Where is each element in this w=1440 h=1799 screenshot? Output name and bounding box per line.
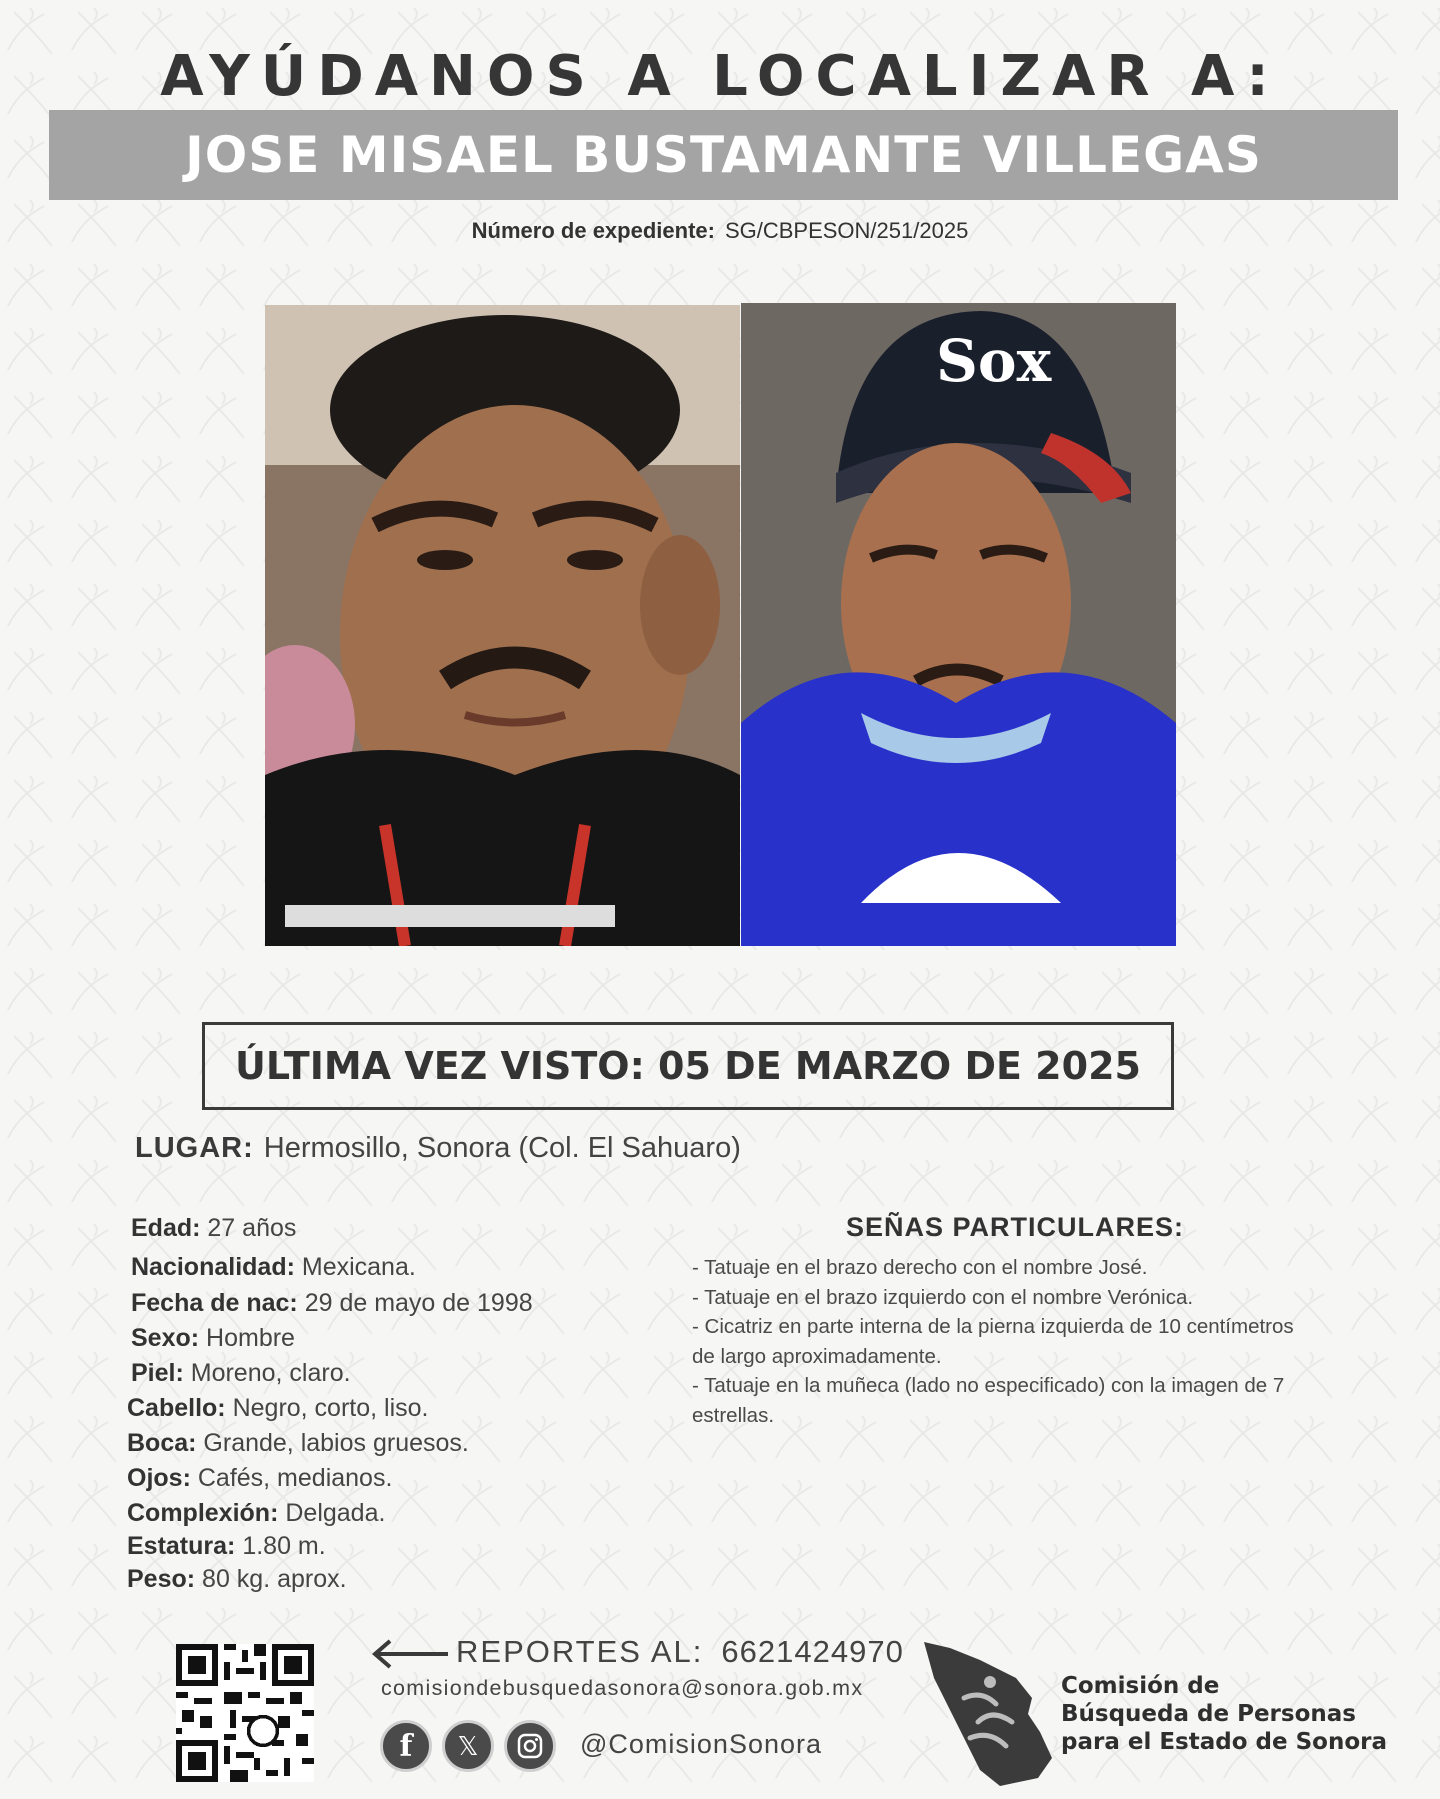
headline: AYÚDANOS A LOCALIZAR A: — [160, 44, 1280, 109]
social-handle[interactable]: @ComisionSonora — [580, 1729, 823, 1759]
instagram-icon[interactable] — [504, 1720, 556, 1772]
org-line: Comisión de — [1061, 1673, 1220, 1699]
senas-list — [692, 1253, 1392, 1430]
detail-row-cabello — [127, 1393, 691, 1423]
detail-label: Cabello: — [127, 1394, 226, 1422]
detail-row-sexo — [131, 1323, 691, 1353]
facebook-icon[interactable]: f — [380, 1720, 432, 1772]
detail-label: Peso: — [127, 1565, 196, 1593]
detail-row-fecha — [131, 1288, 691, 1318]
org-line: Búsqueda de Personas — [1061, 1701, 1356, 1727]
detail-row-nacionalidad — [131, 1252, 691, 1282]
person-photo-2 — [741, 303, 1176, 946]
detail-value: Negro, corto, liso. — [232, 1394, 429, 1422]
lugar-value: Hermosillo, Sonora (Col. El Sahuaro) — [263, 1132, 741, 1164]
senas-title: SEÑAS PARTICULARES: — [846, 1212, 1185, 1242]
org-line: para el Estado de Sonora — [1061, 1729, 1388, 1755]
senas-line: estrellas. — [692, 1403, 775, 1427]
missing-person-name: JOSE MISAEL BUSTAMANTE VILLEGAS — [185, 126, 1262, 184]
detail-label: Piel: — [131, 1359, 184, 1387]
sonora-state-logo-icon — [920, 1638, 1070, 1788]
detail-label: Estatura: — [127, 1532, 236, 1560]
detail-value: Moreno, claro. — [190, 1359, 351, 1387]
detail-value: Grande, labios gruesos. — [203, 1429, 469, 1457]
detail-row-piel — [131, 1358, 691, 1388]
detail-row-boca — [127, 1428, 691, 1458]
name-banner — [49, 110, 1398, 200]
detail-label: Sexo: — [131, 1324, 200, 1352]
detail-value: Cafés, medianos. — [197, 1464, 393, 1492]
detail-value: 29 de mayo de 1998 — [304, 1289, 533, 1317]
detail-label: Ojos: — [127, 1464, 191, 1492]
email-link[interactable]: comisiondebusquedasonora@sonora.gob.mx — [381, 1676, 864, 1700]
senas-line: - Cicatriz en parte interna de la pierna izquierda de 10 centímetros — [692, 1315, 1294, 1338]
expediente — [0, 218, 1440, 244]
detail-value: Mexicana. — [301, 1253, 416, 1281]
reportes — [456, 1634, 904, 1670]
detail-row-edad — [131, 1213, 691, 1243]
detail-value: 1.80 m. — [242, 1532, 326, 1560]
detail-value: 27 años — [207, 1214, 297, 1242]
person-photo-1 — [265, 305, 740, 946]
svg-text:Sox: Sox — [936, 327, 1052, 395]
last-seen-box — [202, 1022, 1174, 1110]
detail-row-complexion — [127, 1498, 691, 1528]
senas-line: de largo aproximadamente. — [692, 1344, 942, 1368]
detail-label: Complexión: — [127, 1499, 279, 1527]
last-seen-text: ÚLTIMA VEZ VISTO: 05 DE MARZO DE 2025 — [235, 1044, 1141, 1088]
details-list — [127, 1213, 691, 1594]
detail-label: Edad: — [131, 1214, 201, 1242]
senas-line: - Tatuaje en el brazo derecho con el nombre José. — [692, 1256, 1148, 1279]
expediente-value: SG/CBPESON/251/2025 — [724, 218, 969, 243]
arrow-left-icon — [370, 1633, 450, 1675]
detail-value: Hombre — [206, 1324, 295, 1352]
detail-row-peso — [127, 1564, 691, 1594]
reportes-label: REPORTES AL: — [456, 1634, 704, 1669]
organization-name — [1061, 1672, 1387, 1756]
detail-value: Delgada. — [285, 1499, 386, 1527]
detail-row-ojos — [127, 1463, 691, 1493]
detail-label: Nacionalidad: — [131, 1253, 295, 1281]
qr-code[interactable] — [176, 1644, 314, 1782]
senas-line: - Tatuaje en la muñeca (lado no especificado) con la imagen de 7 — [692, 1374, 1285, 1397]
detail-label: Fecha de nac: — [131, 1289, 298, 1317]
lugar — [135, 1132, 741, 1165]
detail-value: 80 kg. aprox. — [202, 1565, 347, 1593]
x-icon[interactable]: 𝕏 — [442, 1720, 494, 1772]
detail-label: Boca: — [127, 1429, 197, 1457]
phone-number[interactable]: 6621424970 — [721, 1634, 904, 1669]
senas-line: - Tatuaje en el brazo izquierdo con el nombre Verónica. — [692, 1285, 1194, 1309]
expediente-label: Número de expediente: — [471, 218, 715, 243]
lugar-label: LUGAR: — [135, 1132, 254, 1164]
detail-row-estatura — [127, 1531, 691, 1561]
